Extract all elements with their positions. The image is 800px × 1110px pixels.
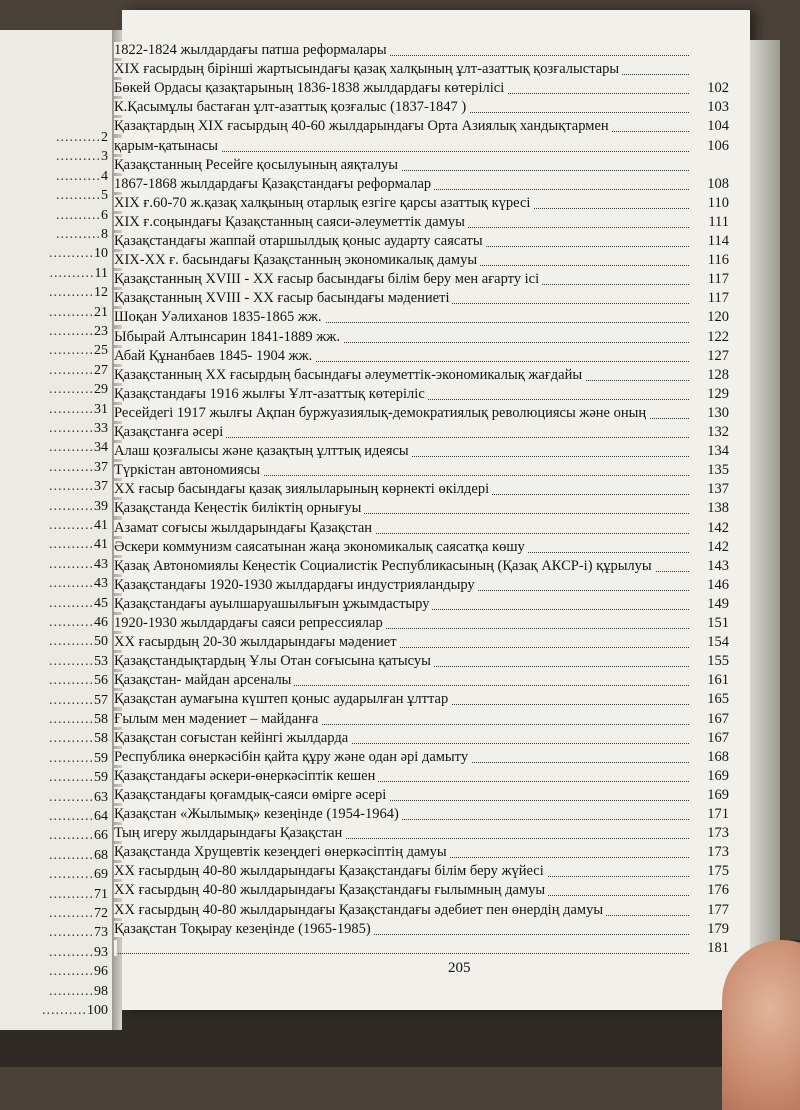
toc-title: 1822-1824 жылдардағы патша реформалары bbox=[114, 42, 390, 58]
leader-dots: .......... bbox=[49, 362, 94, 378]
page-ref: 58 bbox=[94, 731, 108, 747]
toc-title: Қазақстандағы қоғамдық-саяси өмірге әсері bbox=[114, 787, 389, 803]
page-ref: 56 bbox=[94, 673, 108, 689]
toc-title: Ыбырай Алтынсарин 1841-1889 жж. bbox=[114, 329, 343, 345]
toc-title: XX ғасырдың 40-80 жылдарындағы Қазақстандағы ғылымның дамуы bbox=[114, 882, 548, 898]
toc-page: 120 bbox=[707, 309, 729, 326]
page-ref: 12 bbox=[94, 285, 108, 301]
page-ref: 34 bbox=[94, 440, 108, 456]
left-page-entry bbox=[0, 130, 108, 148]
page-ref: 98 bbox=[94, 983, 108, 999]
left-page bbox=[0, 30, 112, 1030]
toc-entry bbox=[114, 902, 729, 920]
left-page-entry bbox=[0, 751, 108, 769]
toc-title: XX ғасырдың 40-80 жылдарындағы Қазақстандағы білім беру жүйесі bbox=[114, 863, 547, 879]
page-ref: 100 bbox=[87, 1003, 108, 1018]
toc-entry bbox=[114, 329, 729, 347]
toc-page: 168 bbox=[707, 748, 729, 765]
page-ref: 73 bbox=[94, 925, 108, 941]
page-number: 205 bbox=[448, 960, 471, 976]
page-ref: 50 bbox=[94, 634, 108, 650]
toc-entry bbox=[114, 844, 729, 862]
page-ref: 8 bbox=[101, 227, 108, 242]
leader-dots: .......... bbox=[49, 886, 94, 902]
toc-title: Азамат соғысы жылдарындағы Қазақстан bbox=[114, 520, 375, 536]
leader-dots: .......... bbox=[49, 847, 94, 863]
toc-entry bbox=[114, 825, 729, 843]
toc-entry bbox=[114, 863, 729, 881]
leader-dots: .......... bbox=[49, 731, 94, 747]
toc-page: 114 bbox=[707, 233, 729, 249]
toc-entry bbox=[114, 691, 729, 709]
toc-entry bbox=[114, 348, 729, 366]
page-ref: 66 bbox=[94, 828, 108, 844]
toc-entry bbox=[114, 539, 729, 557]
toc-title: Қазақстандықтардың Ұлы Отан соғысына қатысуы bbox=[114, 653, 434, 669]
left-page-entry bbox=[0, 576, 108, 594]
toc-entry bbox=[114, 653, 729, 671]
toc-page: 108 bbox=[707, 175, 729, 192]
toc-page: 181 bbox=[707, 939, 729, 956]
leader-dots: .......... bbox=[49, 440, 94, 456]
toc-entry bbox=[114, 405, 729, 423]
leader-dots bbox=[114, 953, 689, 954]
leader-dots: .......... bbox=[49, 750, 94, 766]
page-ref: 71 bbox=[94, 886, 108, 902]
page-ref: 46 bbox=[94, 615, 108, 630]
leader-dots: .......... bbox=[56, 149, 101, 165]
leader-dots: .......... bbox=[56, 207, 101, 223]
toc-page: 176 bbox=[707, 882, 729, 899]
toc-page: 179 bbox=[707, 920, 729, 937]
toc-entry bbox=[114, 481, 729, 499]
leader-dots: .......... bbox=[49, 401, 94, 417]
toc-entry bbox=[114, 367, 729, 385]
toc-title: XX ғасырдың 20-30 жылдарындағы мәдениет bbox=[114, 634, 400, 650]
left-page-entry bbox=[0, 402, 108, 420]
toc-page: 175 bbox=[707, 863, 729, 880]
left-page-entry bbox=[0, 731, 108, 749]
left-page-entry bbox=[0, 421, 108, 439]
toc-entry bbox=[114, 138, 729, 156]
toc-title: Тың игеру жылдарындағы Қазақстан bbox=[114, 825, 345, 841]
page-ref: 37 bbox=[94, 479, 108, 495]
toc-entry bbox=[114, 672, 729, 690]
left-page-entry bbox=[0, 906, 108, 924]
leader-dots: .......... bbox=[49, 867, 94, 883]
toc-page: 138 bbox=[707, 500, 729, 517]
toc-title: Қазақстандағы жаппай отаршылдық қоныс аударту саясаты bbox=[114, 233, 486, 249]
leader-dots: .......... bbox=[49, 518, 94, 533]
leader-dots: .......... bbox=[49, 265, 95, 281]
left-page-entry bbox=[0, 169, 108, 187]
page-ref: 27 bbox=[94, 362, 108, 378]
toc-page: 146 bbox=[707, 576, 729, 593]
toc-title: Республика өнеркәсібін қайта құру және одан әрі дамыту bbox=[114, 749, 471, 765]
leader-dots: .......... bbox=[49, 770, 94, 786]
left-page-entry bbox=[0, 557, 108, 575]
toc-entry bbox=[114, 500, 729, 518]
left-page-entry bbox=[0, 654, 108, 672]
page-ref: 63 bbox=[94, 789, 108, 805]
left-page-entry bbox=[0, 790, 108, 808]
page-ref: 4 bbox=[101, 168, 108, 184]
toc-title: Қазақстандағы 1916 жылғы Ұлт-азаттық көтеріліс bbox=[114, 386, 428, 402]
toc-title: Бөкей Ордасы қазақтарының 1836-1838 жылдардағы көтерілісі bbox=[114, 80, 507, 96]
toc-page: 117 bbox=[707, 271, 729, 288]
toc-title: XX ғасырдың 40-80 жылдарындағы Қазақстандағы әдебиет пен өнердің дамуы bbox=[114, 902, 606, 918]
toc-page: 177 bbox=[707, 901, 729, 918]
toc-page: 134 bbox=[707, 443, 729, 460]
page-ref: 59 bbox=[94, 750, 108, 766]
page-ref: 6 bbox=[101, 207, 108, 223]
page-ref: 29 bbox=[94, 382, 108, 398]
page-ref: 33 bbox=[94, 421, 108, 436]
toc-entry bbox=[114, 577, 729, 595]
toc-title bbox=[114, 940, 117, 956]
toc-title: Қазақстан Тоқырау кезеңінде (1965-1985) bbox=[114, 921, 374, 937]
toc-entry bbox=[114, 940, 729, 958]
leader-dots: .......... bbox=[49, 498, 94, 514]
toc-title: XIX ғ.соңындағы Қазақстанның саяси-әлеуметтік дамуы bbox=[114, 214, 468, 230]
toc-page: 106 bbox=[707, 137, 729, 154]
leader-dots: .......... bbox=[49, 285, 94, 301]
leader-dots: .......... bbox=[49, 634, 94, 650]
toc-page: 173 bbox=[707, 844, 729, 861]
leader-dots: .......... bbox=[42, 1003, 87, 1018]
thumb bbox=[722, 940, 800, 1110]
toc-page: 142 bbox=[707, 519, 729, 536]
left-page-entry bbox=[0, 440, 108, 458]
toc-entry bbox=[114, 157, 729, 175]
leader-dots: .......... bbox=[49, 615, 94, 630]
page-ref: 2 bbox=[101, 130, 108, 145]
toc-page: 128 bbox=[707, 366, 729, 383]
left-page-entry bbox=[0, 634, 108, 652]
toc-title: Алаш қозғалысы және қазақтың ұлттық идеясы bbox=[114, 443, 412, 459]
toc-entry bbox=[114, 386, 729, 404]
left-page-entry bbox=[0, 925, 108, 943]
toc-title: Қазақстан- майдан арсеналы bbox=[114, 672, 294, 688]
left-page-entry bbox=[0, 324, 108, 342]
left-page-entry bbox=[0, 363, 108, 381]
page-ref: 10 bbox=[94, 246, 108, 262]
page-ref: 41 bbox=[94, 537, 108, 553]
left-page-entry bbox=[0, 266, 108, 284]
left-page-entry bbox=[0, 945, 108, 963]
left-page-entry bbox=[0, 305, 108, 323]
leader-dots: .......... bbox=[56, 188, 101, 204]
toc-page: 143 bbox=[707, 557, 729, 574]
left-page-entry bbox=[0, 887, 108, 905]
page-ref: 64 bbox=[94, 809, 108, 824]
leader-dots: .......... bbox=[49, 421, 94, 436]
left-page-entry bbox=[0, 518, 108, 536]
toc-entry bbox=[114, 424, 729, 442]
left-page-entry bbox=[0, 809, 108, 827]
toc-entry bbox=[114, 214, 729, 232]
left-page-entry bbox=[0, 848, 108, 866]
toc-title: Қазақстандағы 1920-1930 жылдардағы индустрияландыру bbox=[114, 577, 478, 593]
page-ref: 68 bbox=[94, 847, 108, 863]
toc-entry bbox=[114, 596, 729, 614]
toc-title: Қазақстанға әсері bbox=[114, 424, 226, 440]
leader-dots: .......... bbox=[49, 809, 94, 824]
left-page-entry bbox=[0, 149, 108, 167]
leader-dots: .......... bbox=[49, 246, 94, 262]
toc-entry bbox=[114, 787, 729, 805]
page-ref: 57 bbox=[94, 692, 108, 708]
toc-page: 167 bbox=[707, 710, 729, 727]
page-ref: 72 bbox=[94, 906, 108, 921]
toc-title: XX ғасыр басындағы қазақ зиялыларының көрнекті өкілдері bbox=[114, 481, 492, 497]
page-ref: 96 bbox=[94, 964, 108, 980]
left-page-entry bbox=[0, 382, 108, 400]
toc-page: 102 bbox=[707, 80, 729, 97]
toc-title: Қазақстан «Жылымық» кезеңінде (1954-1964) bbox=[114, 806, 402, 822]
toc-entry bbox=[114, 921, 729, 939]
toc-entry bbox=[114, 252, 729, 270]
toc-page: 127 bbox=[707, 347, 729, 364]
toc-title: қарым-қатынасы bbox=[114, 138, 221, 154]
page-ref: 31 bbox=[94, 401, 108, 417]
leader-dots: .......... bbox=[56, 227, 101, 242]
toc-title: Қазақстанның XVIII - XX ғасыр басындағы білім беру мен ағарту ісі bbox=[114, 271, 542, 287]
left-page-entry bbox=[0, 964, 108, 982]
page-edge-stack bbox=[750, 40, 780, 960]
toc-page: 173 bbox=[707, 825, 729, 842]
toc-page: 111 bbox=[708, 213, 729, 230]
toc-page: 132 bbox=[707, 424, 729, 440]
toc-entry bbox=[114, 61, 729, 79]
page-ref: 93 bbox=[94, 944, 108, 960]
toc-title: Қазақстанда Кеңестік биліктің орнығуы bbox=[114, 500, 364, 516]
toc-page: 103 bbox=[707, 99, 729, 116]
toc-title: Шоқан Уәлиханов 1835-1865 жж. bbox=[114, 309, 325, 325]
toc-title: Түркістан автономиясы bbox=[114, 462, 263, 478]
toc-title: Қазақстан аумағына күштеп қоныс аударылған ұлттар bbox=[114, 691, 451, 707]
page-ref: 21 bbox=[94, 304, 108, 320]
left-page-entry bbox=[0, 460, 108, 478]
toc-page: 137 bbox=[707, 481, 729, 498]
left-page-entry bbox=[0, 828, 108, 846]
left-page-entry bbox=[0, 770, 108, 788]
leader-dots: .......... bbox=[49, 828, 94, 844]
toc-entry bbox=[114, 118, 729, 136]
toc-page: 155 bbox=[707, 653, 729, 670]
toc-entry bbox=[114, 806, 729, 824]
toc-entry bbox=[114, 462, 729, 480]
toc-entry bbox=[114, 271, 729, 289]
toc-entry bbox=[114, 520, 729, 538]
toc-title: XIX ғ.60-70 ж.қазақ халқының отарлық езгіге қарсы азаттық күресі bbox=[114, 195, 533, 211]
toc-entry bbox=[114, 749, 729, 767]
toc-page: 165 bbox=[707, 691, 729, 708]
left-page-entry bbox=[0, 246, 108, 264]
leader-dots: .......... bbox=[49, 944, 94, 960]
toc-title: Қазақстанның XVIII - XX ғасыр басындағы мәдениеті bbox=[114, 290, 452, 306]
leader-dots: .......... bbox=[49, 324, 94, 339]
leader-dots: .......... bbox=[49, 653, 94, 669]
left-page-entry bbox=[0, 499, 108, 517]
toc-page: 129 bbox=[707, 385, 729, 402]
toc-entry bbox=[114, 99, 729, 117]
left-page-entry bbox=[0, 1003, 108, 1021]
toc-entry bbox=[114, 290, 729, 308]
toc-entry bbox=[114, 176, 729, 194]
toc-page: 161 bbox=[707, 672, 729, 689]
toc-page: 154 bbox=[707, 634, 729, 651]
page-ref: 39 bbox=[94, 498, 108, 514]
toc-title: Қазақстанның XX ғасырдың басындағы әлеуметтік-экономикалық жағдайы bbox=[114, 367, 585, 383]
toc-title: Қазақстандағы ауылшаруашылығын ұжымдастыру bbox=[114, 596, 432, 612]
toc-title: 1920-1930 жылдардағы саяси репрессиялар bbox=[114, 615, 386, 631]
toc-entry bbox=[114, 882, 729, 900]
toc-entry bbox=[114, 195, 729, 213]
toc-entry bbox=[114, 80, 729, 98]
left-page-entry bbox=[0, 693, 108, 711]
leader-dots: .......... bbox=[49, 537, 94, 553]
toc-title: Қазақ Автономиялы Кеңестік Социалистік Республикасының (Қазақ АКСР-і) құрылуы bbox=[114, 558, 655, 574]
toc-title: Қазақстанның Ресейге қосылуының аяқталуы bbox=[114, 157, 401, 173]
toc-page: 169 bbox=[707, 786, 729, 803]
page-ref: 25 bbox=[94, 343, 108, 359]
leader-dots: .......... bbox=[49, 925, 94, 941]
toc-page: 169 bbox=[707, 767, 729, 784]
page-ref: 43 bbox=[94, 556, 108, 572]
toc-entry bbox=[114, 768, 729, 786]
leader-dots: .......... bbox=[49, 343, 94, 359]
toc-entry bbox=[114, 730, 729, 748]
toc-page: 117 bbox=[707, 290, 729, 307]
leader-dots: .......... bbox=[49, 673, 94, 689]
leader-dots: .......... bbox=[49, 382, 94, 398]
toc-entry bbox=[114, 443, 729, 461]
page-ref: 53 bbox=[94, 653, 108, 669]
toc-title: XIX ғасырдың бірінші жартысындағы қазақ халқының ұлт-азаттық қозғалыстары bbox=[114, 61, 622, 77]
page-ref: 37 bbox=[94, 459, 108, 475]
toc-title: 1867-1868 жылдардағы Қазақстандағы реформалар bbox=[114, 176, 434, 192]
toc-title: Қазақстан соғыстан кейінгі жылдарда bbox=[114, 730, 351, 746]
left-page-entry bbox=[0, 285, 108, 303]
toc-title: Ғылым мен мәдениет – майданға bbox=[114, 711, 321, 727]
toc-page: 151 bbox=[707, 615, 729, 631]
toc-page: 104 bbox=[707, 118, 729, 135]
leader-dots: .......... bbox=[49, 479, 94, 495]
left-page-entry bbox=[0, 343, 108, 361]
toc-page: 142 bbox=[707, 538, 729, 555]
toc-title: XIX-XX ғ. басындағы Қазақстанның экономикалық дамуы bbox=[114, 252, 480, 268]
left-page-entry bbox=[0, 615, 108, 633]
page-ref: 69 bbox=[94, 867, 108, 883]
toc-page: 110 bbox=[707, 194, 729, 211]
toc-page: 149 bbox=[707, 595, 729, 612]
toc-entry bbox=[114, 309, 729, 327]
left-page-entry bbox=[0, 208, 108, 226]
left-page-entry bbox=[0, 188, 108, 206]
left-page-entry bbox=[0, 984, 108, 1002]
left-page-entry bbox=[0, 673, 108, 691]
leader-dots: .......... bbox=[49, 576, 94, 592]
toc-title: Қазақстанда Хрущевтік кезеңдегі өнеркәсіптің дамуы bbox=[114, 844, 450, 860]
left-page-entry bbox=[0, 867, 108, 885]
toc-page: 130 bbox=[707, 404, 729, 421]
toc-page: 167 bbox=[707, 729, 729, 746]
toc-title: Абай Құнанбаев 1845- 1904 жж. bbox=[114, 348, 315, 364]
toc-page: 116 bbox=[707, 252, 729, 269]
left-page-entry bbox=[0, 479, 108, 497]
leader-dots: .......... bbox=[49, 692, 94, 708]
page-ref: 5 bbox=[101, 188, 108, 204]
leader-dots: .......... bbox=[56, 168, 101, 184]
toc-entry bbox=[114, 42, 729, 60]
toc-entry bbox=[114, 558, 729, 576]
leader-dots: .......... bbox=[49, 712, 94, 727]
toc-title: Ресейдегі 1917 жылғы Ақпан буржуазиялық-демократиялық революциясы және оның bbox=[114, 405, 649, 421]
leader-dots: .......... bbox=[56, 130, 101, 145]
leader-dots: .......... bbox=[49, 459, 94, 475]
toc-title: Қазақтардың XIX ғасырдың 40-60 жылдарындағы Орта Азиялық хандықтармен bbox=[114, 118, 612, 134]
leader-dots: .......... bbox=[49, 556, 94, 572]
left-page-entry bbox=[0, 227, 108, 245]
left-page-entry bbox=[0, 712, 108, 730]
page-ref: 23 bbox=[94, 324, 108, 339]
toc-entry bbox=[114, 615, 729, 633]
toc-entry bbox=[114, 233, 729, 251]
leader-dots: .......... bbox=[49, 906, 94, 921]
toc-entry bbox=[114, 711, 729, 729]
toc-entry bbox=[114, 634, 729, 652]
toc-page: 171 bbox=[707, 806, 729, 822]
toc-title: К.Қасымұлы бастаған ұлт-азаттық қозғалыс (1837-1847 ) bbox=[114, 99, 469, 115]
leader-dots: .......... bbox=[49, 304, 94, 320]
page-ref: 11 bbox=[94, 265, 108, 281]
page-ref: 59 bbox=[94, 770, 108, 786]
page-ref: 45 bbox=[94, 595, 108, 611]
leader-dots: .......... bbox=[49, 964, 94, 980]
leader-dots: .......... bbox=[49, 789, 94, 805]
leader-dots: .......... bbox=[49, 983, 94, 999]
toc-page: 122 bbox=[707, 328, 729, 345]
left-page-entry bbox=[0, 537, 108, 555]
page-ref: 43 bbox=[94, 576, 108, 592]
toc-page: 135 bbox=[707, 462, 729, 479]
page-ref: 58 bbox=[94, 712, 108, 727]
toc-title: Әскери коммунизм саясатынан жаңа экономикалық саясатқа көшу bbox=[114, 539, 528, 555]
page-ref: 3 bbox=[101, 149, 108, 165]
toc-title: Қазақстандағы әскери-өнеркәсіптік кешен bbox=[114, 768, 378, 784]
page-ref: 41 bbox=[94, 518, 108, 533]
left-page-entry bbox=[0, 596, 108, 614]
leader-dots: .......... bbox=[49, 595, 94, 611]
